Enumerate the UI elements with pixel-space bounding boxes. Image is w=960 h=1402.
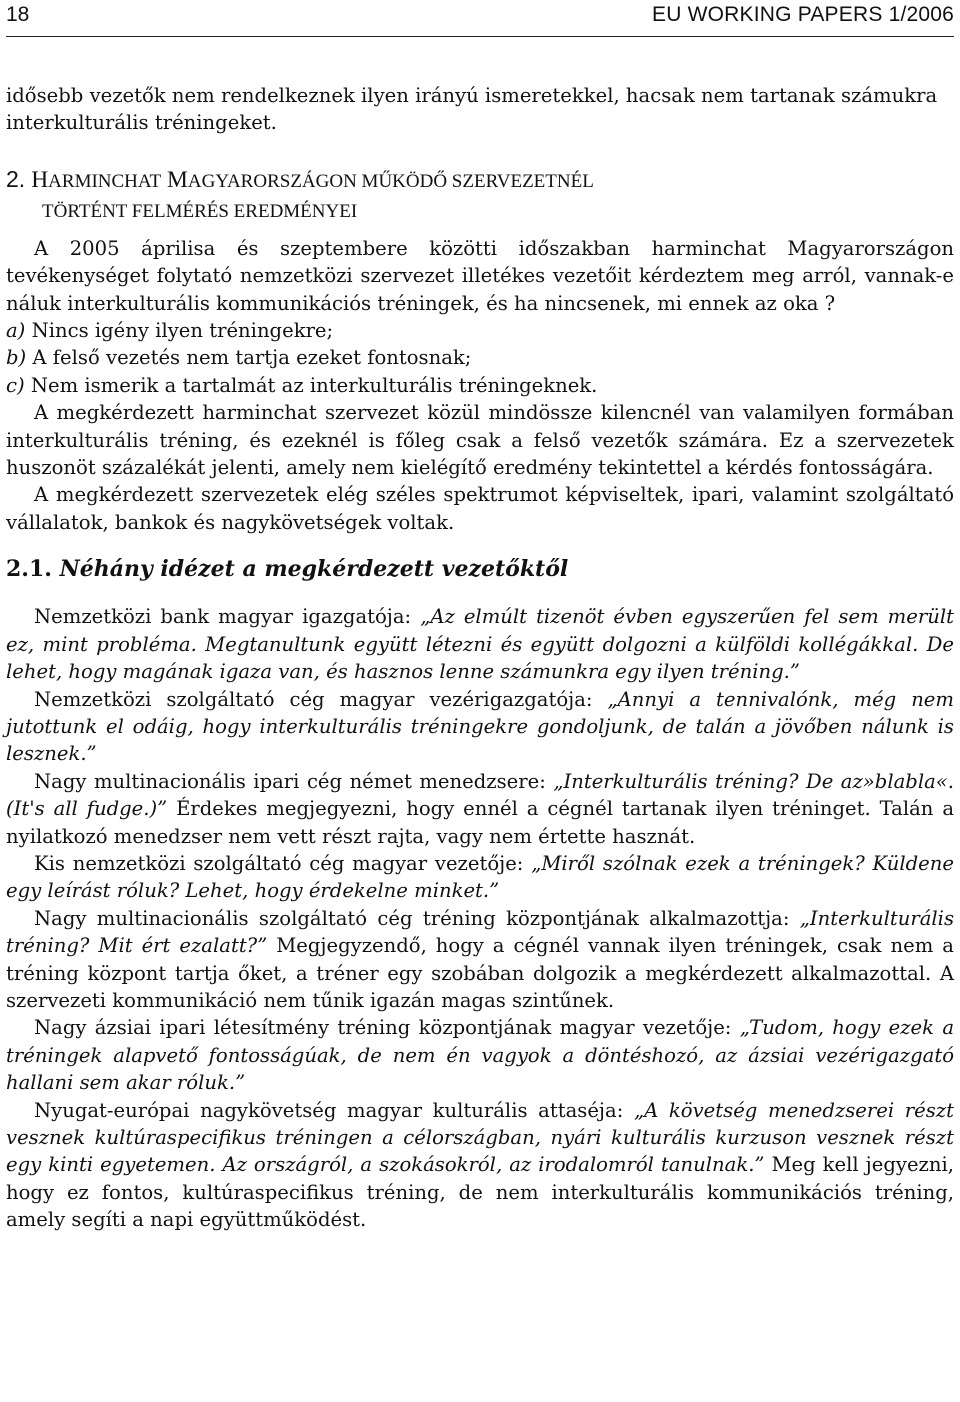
reason-list [6, 317, 954, 399]
list-item-text: Nem ismerik a tartalmát az interkulturális tréningeknek. [30, 373, 598, 397]
quote-paragraph [6, 905, 954, 1015]
list-marker: a) [6, 319, 26, 343]
intro-paragraph: idősebb vezetők nem rendelkeznek ilyen irányú ismeretekkel, hacsak nem tartanak számukra interkulturális tréningeket. [6, 84, 938, 135]
quote-comment: Érdekes megjegyezni, hogy ennél a cégnél tartanak ilyen tréninget. Talán a nyilatkozó menedzser nem vett részt rajta, vagy nem értette hasznát. [6, 797, 955, 848]
section-number: 2. [6, 165, 26, 192]
list-marker: b) [6, 346, 27, 370]
page-header [6, 0, 954, 37]
quote-paragraph [6, 686, 954, 768]
heading-small-caps-2: AGYARORSZÁGON MŰKÖDŐ SZERVEZETNÉL [187, 170, 594, 192]
quote-comment: Megjegyzendő, hogy a cégnél vannak ilyen tréningek, csak nem a tréning központ tartja őket, a tréner egy szobában dolgozik a megkérdezett alkalmazottal. A szervezeti kommunikáció nem tűnik igazán magas szintűnek. [6, 934, 954, 1012]
running-title: EU WORKING PAPERS 1/2006 [651, 3, 954, 26]
heading-small-caps-1: ARMINCHAT [48, 170, 162, 192]
quote-paragraph [6, 1097, 954, 1234]
quote-paragraph [6, 850, 954, 905]
quote-speaker: Nagy multinacionális ipari cég német menedzsere: [34, 769, 554, 793]
quote-speaker: Nagy multinacionális szolgáltató cég tréning központjának alkalmazottja: [34, 906, 800, 930]
section-heading [6, 164, 954, 227]
quote-text: „Miről szólnak ezek a tréningek? Küldene egy leírást róluk? Lehet, hogy érdekelne minket.” [6, 851, 954, 903]
quote-speaker: Nagy ázsiai ipari létesítmény tréning központjának magyar vezetője: [34, 1016, 740, 1040]
quote-text: „Az elmúlt tizenöt évben egyszerűen fel sem merült ez, mint probléma. Megtanultunk együtt létezni és együtt dolgozni a külföldi kollégákkal. De lehet, hogy magának igaza van, és hasznos lenne számunkra egy ilyen tréning.” [6, 605, 954, 684]
subsection-heading [6, 552, 954, 586]
subsection-number: 2.1. [6, 556, 52, 583]
quote-text: „Interkulturális tréning? De az»blabla«. (It's all fudge.)” [6, 769, 954, 821]
paragraph: A megkérdezett harminchat szervezet közül mindössze kilencnél van valamilyen formában interkulturális tréning, és ezeknél is főleg csak a felső vezetők számára. Ez a szervezetek huszonöt százalékát jelenti, amely nem kielégítő eredmény tekintettel a kérdés fontosságára. [6, 401, 954, 480]
heading-line-2: TÖRTÉNT FELMÉRÉS EREDMÉNYEI [42, 200, 358, 222]
quote-text: „A követség menedzserei részt vesznek kultúraspecifikus tréningen a célországban, nyári kulturális kurzuson vesznek részt egy kinti egyetemen. Az országról, a szokásokról, az irodalomról tanulnak.” [6, 1098, 954, 1177]
heading-cap-h: H [31, 166, 49, 193]
list-item-text: A felső vezetés nem tartja ezeket fontosnak; [32, 346, 472, 370]
list-item [6, 344, 954, 371]
quote-speaker: Nemzetközi szolgáltató cég magyar vezérigazgatója: [34, 687, 608, 711]
quote-speaker: Nyugat-európai nagykövetség magyar kulturális attaséja: [34, 1098, 634, 1122]
quote-speaker: Kis nemzetközi szolgáltató cég magyar vezetője: [34, 851, 532, 875]
quote-paragraph [6, 603, 954, 685]
list-item [6, 372, 954, 399]
page-body [6, 82, 954, 1234]
quote-text: „Annyi a tennivalónk, még nem jutottunk el odáig, hogy interkulturális tréningekre gondoljunk, de talán a jövőben nálunk is lesznek.” [6, 687, 954, 766]
quote-paragraph [6, 1014, 954, 1096]
paragraph: A 2005 áprilisa és szeptembere közötti időszakban harminchat Magyarországon tevékenységet folytató nemzetközi szervezet illetékes vezetőit kérdeztem meg arról, vannak-e náluk interkulturális kommunikációs tréningek, és ha nincsenek, mi ennek az oka ? [6, 236, 954, 315]
page-number: 18 [6, 3, 30, 26]
list-marker: c) [6, 373, 25, 397]
quote-comment: Meg kell jegyezni, hogy ez fontos, kultúraspecifikus tréning, de nem interkulturális kommunikációs tréning, amely segíti a napi együttműködést. [6, 1153, 954, 1232]
list-item-text: Nincs igény ilyen tréningekre; [31, 319, 334, 343]
section-content [6, 235, 954, 536]
paragraph: A megkérdezett szervezetek elég széles spektrumot képviseltek, ipari, valamint szolgáltató vállalatok, bankok és nagykövetségek voltak. [6, 483, 954, 534]
subsection-title: Néhány idézet a megkérdezett vezetőktől [59, 556, 569, 583]
list-item [6, 317, 954, 344]
quote-paragraph [6, 768, 954, 850]
quote-text: „Tudom, hogy ezek a tréningek alapvető fontosságúak, de nem én vagyok a döntéshozó, az ázsiai vezérigazgató hallani sem akar róluk.” [6, 1016, 955, 1095]
quote-text: „Interkulturális tréning? Mit ért ezalatt?” [6, 906, 954, 958]
quotes-block [6, 603, 954, 1233]
heading-cap-m: M [167, 166, 188, 193]
quote-speaker: Nemzetközi bank magyar igazgatója: [34, 605, 421, 629]
